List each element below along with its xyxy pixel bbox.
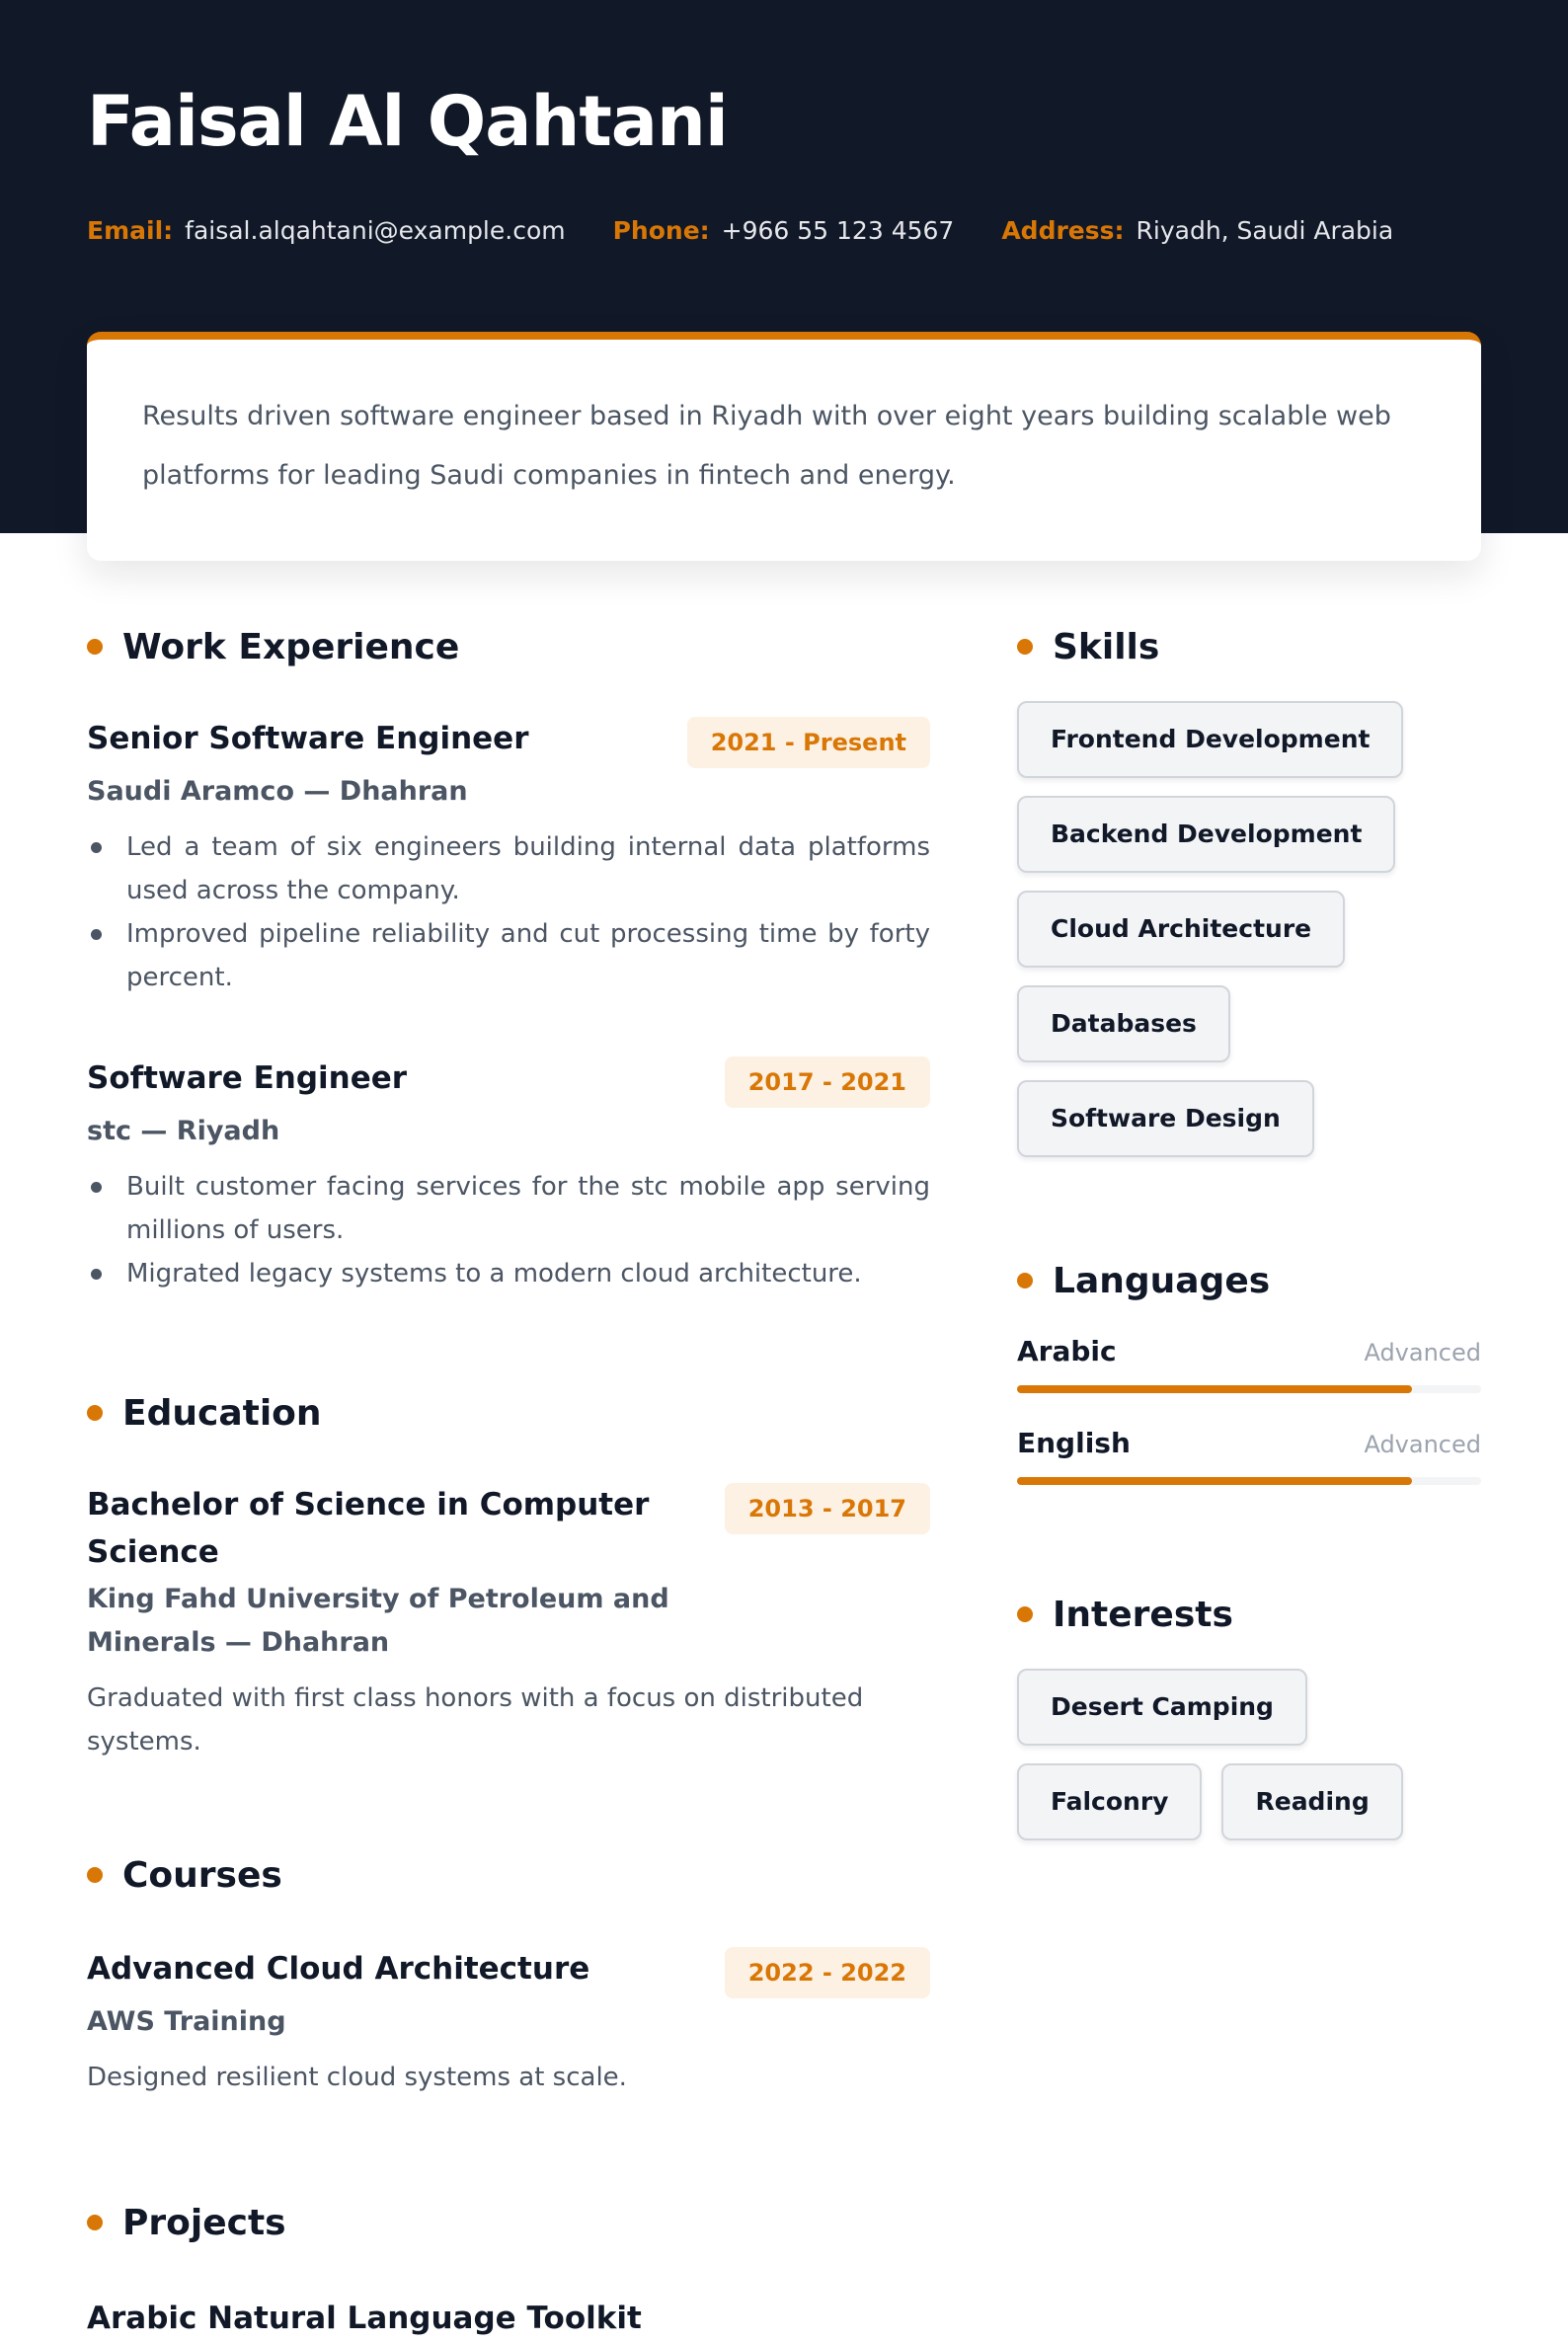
language-name: Arabic: [1017, 1335, 1117, 1367]
languages-section: [1017, 1246, 1481, 1485]
proficiency-fill: [1017, 1385, 1412, 1393]
contact-label: Email:: [87, 216, 174, 245]
entry-head: [87, 715, 930, 768]
date-badge: 2022 - 2022: [725, 1947, 930, 1998]
achievement-item: Led a team of six engineers building internal data platforms used across the company.: [87, 825, 930, 912]
course-provider: AWS Training: [87, 2006, 286, 2037]
job-title: Senior Software Engineer: [87, 721, 529, 756]
section-title: [87, 1840, 930, 1910]
interest-tag: Reading: [1221, 1763, 1402, 1840]
section-title-text: Education: [122, 1392, 322, 1434]
bullet-dot-icon: [87, 2215, 103, 2230]
language-name: English: [1017, 1427, 1131, 1459]
bullet-dot-icon: [1017, 1273, 1033, 1288]
degree-title: Bachelor of Science in Computer Science: [87, 1487, 650, 1570]
bullet-dot-icon: [1017, 1606, 1033, 1622]
work-entry: [87, 1054, 930, 1295]
interest-tag: Desert Camping: [1017, 1669, 1307, 1746]
education-section: [87, 1378, 930, 1763]
section-title: [87, 612, 930, 681]
achievement-item: Migrated legacy systems to a modern cloud architecture.: [87, 1252, 930, 1295]
language-row: [1017, 1335, 1481, 1367]
job-title: Software Engineer: [87, 1060, 408, 1096]
section-title: [1017, 1246, 1481, 1315]
course-entry: [87, 1945, 930, 2099]
section-title-text: Projects: [122, 2202, 286, 2243]
interest-list: [1017, 1669, 1481, 1840]
project-entry: [87, 2295, 930, 2342]
skill-list: [1017, 701, 1481, 1157]
summary-card: [87, 332, 1481, 561]
summary-text: Results driven software engineer based in Riyadh with over eight years building scalable web platforms for leading Saudi companies in fintech and energy.: [142, 401, 1391, 491]
education-description: Graduated with first class honors with a focus on distributed systems.: [87, 1683, 864, 1756]
work-entry: [87, 715, 930, 999]
achievement-list: [87, 825, 930, 999]
contact-address: [1001, 216, 1393, 245]
entry-head: [87, 1481, 930, 1576]
bullet-dot-icon: [87, 639, 103, 655]
main-column: [87, 612, 930, 2342]
candidate-name: Faisal Al Qahtani: [87, 81, 728, 162]
contact-info: [87, 216, 1393, 245]
interests-section: [1017, 1580, 1481, 1840]
employer: stc — Riyadh: [87, 1116, 280, 1146]
address-value: Riyadh, Saudi Arabia: [1136, 216, 1394, 245]
proficiency-bar: [1017, 1477, 1481, 1485]
date-badge: 2017 - 2021: [725, 1056, 930, 1108]
projects-section: [87, 2188, 930, 2342]
section-title: [87, 1378, 930, 1447]
course-title: Advanced Cloud Architecture: [87, 1951, 590, 1987]
bullet-dot-icon: [87, 1405, 103, 1421]
skill-tag: Cloud Architecture: [1017, 891, 1345, 968]
institution: King Fahd University of Petroleum and Minerals — Dhahran: [87, 1584, 669, 1658]
proficiency-fill: [1017, 1477, 1412, 1485]
contact-label: Address:: [1001, 216, 1125, 245]
section-title-text: Courses: [122, 1854, 282, 1896]
work-experience-section: [87, 612, 930, 1295]
employer: Saudi Aramco — Dhahran: [87, 776, 468, 807]
section-title: [1017, 1580, 1481, 1649]
section-title: [87, 2188, 930, 2257]
section-title-text: Skills: [1053, 626, 1160, 667]
interest-tag: Falconry: [1017, 1763, 1202, 1840]
date-badge: 2021 - Present: [687, 717, 930, 768]
language-item: [1017, 1427, 1481, 1485]
contact-phone: [613, 216, 955, 245]
education-entry: [87, 1481, 930, 1763]
contact-label: Phone:: [612, 216, 710, 245]
achievement-list: [87, 1165, 930, 1295]
bullet-dot-icon: [1017, 639, 1033, 655]
entry-head: [87, 1054, 930, 1108]
course-description: Designed resilient cloud systems at scale.: [87, 2063, 627, 2092]
language-row: [1017, 1427, 1481, 1459]
date-badge: 2013 - 2017: [725, 1483, 930, 1534]
section-title-text: Languages: [1053, 1260, 1271, 1301]
language-level: Advanced: [1364, 1431, 1481, 1458]
proficiency-bar: [1017, 1385, 1481, 1393]
email-value: faisal.alqahtani@example.com: [185, 216, 566, 245]
entry-head: [87, 1945, 930, 1998]
phone-value: +966 55 123 4567: [721, 216, 955, 245]
achievement-item: Built customer facing services for the stc mobile app serving millions of users.: [87, 1165, 930, 1252]
bullet-dot-icon: [87, 1867, 103, 1883]
skills-section: [1017, 612, 1481, 1157]
contact-email: [87, 216, 566, 245]
achievement-item: Improved pipeline reliability and cut processing time by forty percent.: [87, 912, 930, 999]
courses-section: [87, 1840, 930, 2099]
skill-tag: Frontend Development: [1017, 701, 1403, 778]
skill-tag: Backend Development: [1017, 796, 1395, 873]
language-item: [1017, 1335, 1481, 1393]
sidebar-column: [1017, 612, 1481, 1840]
skill-tag: Databases: [1017, 985, 1230, 1062]
project-title: Arabic Natural Language Toolkit: [87, 2301, 642, 2336]
language-level: Advanced: [1364, 1339, 1481, 1366]
section-title: [1017, 612, 1481, 681]
skill-tag: Software Design: [1017, 1080, 1314, 1157]
section-title-text: Interests: [1053, 1594, 1233, 1635]
section-title-text: Work Experience: [122, 626, 460, 667]
